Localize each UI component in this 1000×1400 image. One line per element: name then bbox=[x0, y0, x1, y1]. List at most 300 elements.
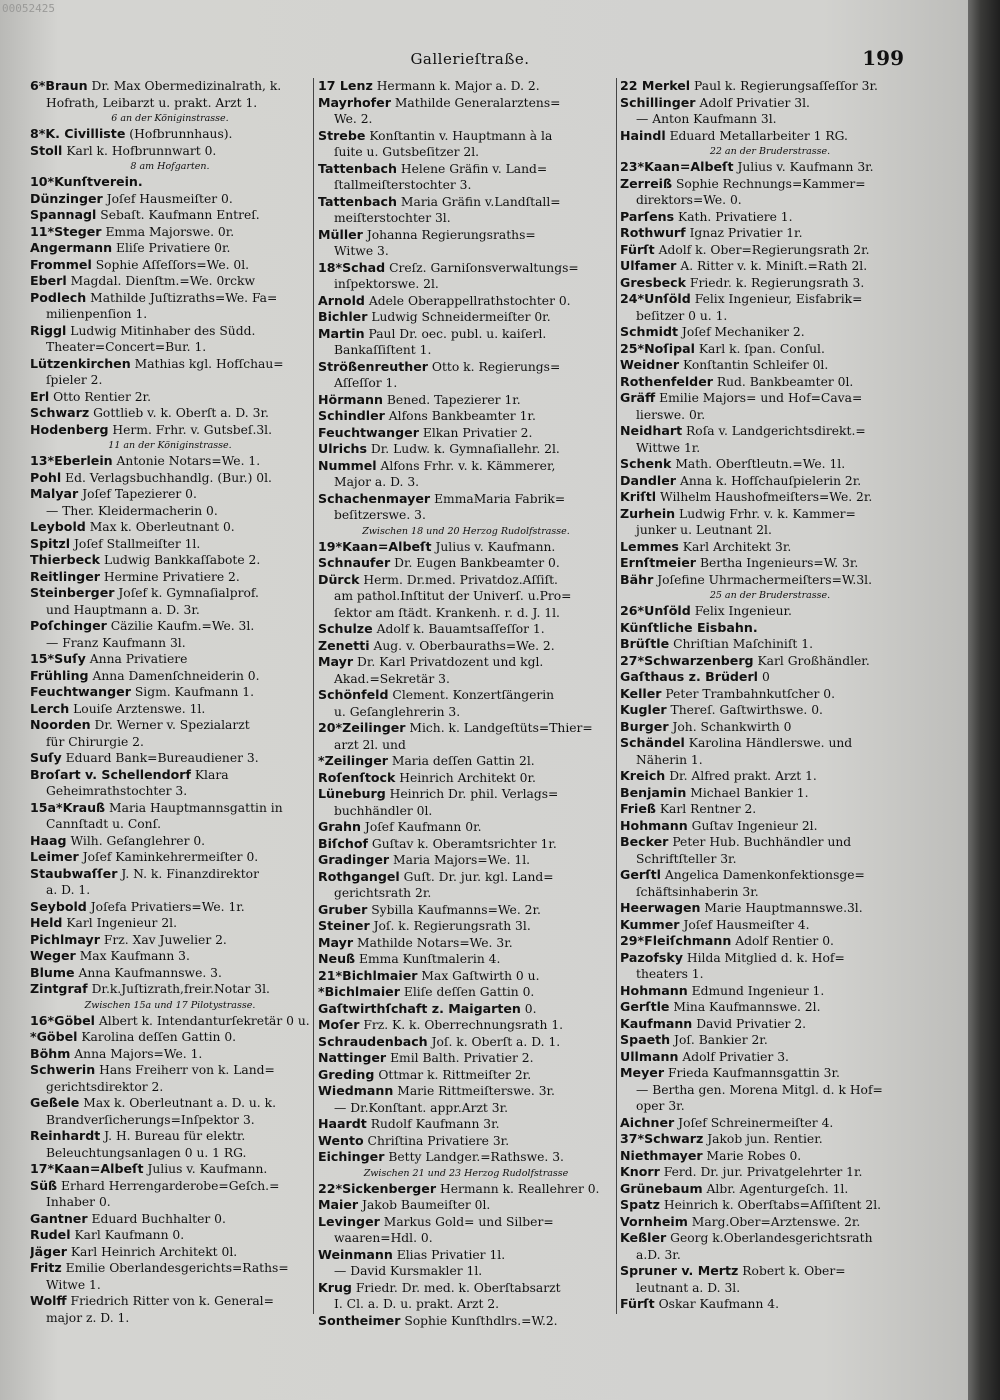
column-1 bbox=[30, 78, 310, 1326]
entry-details: Frz. K. k. Oberrechnungsrath 1. bbox=[363, 1018, 564, 1032]
directory-entry bbox=[318, 359, 614, 376]
directory-entry bbox=[620, 603, 920, 620]
page-binding-edge bbox=[968, 0, 1000, 1400]
directory-entry bbox=[620, 1115, 920, 1132]
directory-entry bbox=[620, 473, 920, 490]
entry-details: Inhaber 0. bbox=[46, 1195, 111, 1209]
page-number: 199 bbox=[862, 46, 904, 70]
directory-entry bbox=[620, 719, 920, 736]
directory-entry bbox=[30, 389, 310, 406]
entry-name: Kummer bbox=[620, 916, 680, 932]
entry-details: Betty Landger.=Rathswe. 3. bbox=[388, 1150, 564, 1164]
entry-details: Elias Privatier 1l. bbox=[396, 1247, 506, 1262]
entry-continuation bbox=[318, 375, 614, 392]
directory-entry bbox=[318, 720, 614, 737]
entry-continuation bbox=[318, 605, 614, 622]
directory-entry bbox=[318, 1116, 614, 1133]
directory-entry bbox=[620, 1049, 920, 1066]
directory-entry bbox=[318, 408, 614, 425]
entry-details: Friedrich Ritter von k. General= bbox=[70, 1294, 274, 1308]
scan-id: 00052425 bbox=[2, 2, 55, 15]
directory-entry bbox=[318, 1050, 614, 1067]
entry-name: 13*Eberlein bbox=[30, 453, 113, 468]
entry-continuation bbox=[620, 752, 920, 769]
entry-name: 29*Fleiſchmann bbox=[620, 933, 732, 948]
directory-entry bbox=[30, 932, 310, 949]
section-separator bbox=[30, 998, 310, 1013]
entry-details: Karl Heinrich Architekt 0l. bbox=[70, 1244, 238, 1259]
section-separator bbox=[30, 159, 310, 174]
entry-details: Anna Majors=We. 1. bbox=[74, 1046, 203, 1061]
directory-entry bbox=[30, 405, 310, 422]
directory-entry bbox=[620, 572, 920, 589]
entry-details: Frieda Kaufmannsgattin 3r. bbox=[667, 1066, 840, 1080]
entry-details: Angelica Damenkonfektionsge= bbox=[664, 868, 865, 882]
entry-details: Akad.=Sekretär 3. bbox=[334, 671, 450, 686]
entry-name: Steinberger bbox=[30, 585, 115, 600]
directory-entry bbox=[620, 636, 920, 653]
directory-entry bbox=[318, 95, 614, 112]
entry-details: Cäzilie Kaufm.=We. 3l. bbox=[110, 619, 255, 633]
entry-name: *Zeilinger bbox=[318, 753, 388, 768]
entry-details: 0 bbox=[761, 670, 770, 684]
entry-name: Schönfeld bbox=[318, 687, 389, 702]
entry-details: Joſef Kaufmann 0r. bbox=[364, 820, 482, 834]
directory-entry bbox=[318, 1313, 614, 1330]
entry-name: Dandler bbox=[620, 472, 677, 488]
entry-name: Ernſtmeier bbox=[620, 555, 697, 570]
entry-details: Kath. Privatiere 1. bbox=[678, 209, 793, 224]
directory-entry bbox=[318, 968, 614, 985]
entry-name: Kreich bbox=[620, 768, 666, 783]
directory-entry bbox=[30, 174, 310, 191]
entry-details: Joh. Schankwirth 0 bbox=[672, 719, 792, 734]
entry-details: Joſ. k. Regierungsrath 3l. bbox=[373, 919, 531, 933]
entry-details: A. Ritter v. k. Miniſt.=Rath 2l. bbox=[680, 259, 868, 273]
separator-text: Zwischen 15a und 17 Pilotystrasse. bbox=[84, 999, 256, 1011]
entry-name: Parſens bbox=[620, 208, 675, 224]
entry-name: Reitlinger bbox=[30, 568, 100, 584]
directory-entry bbox=[620, 1032, 920, 1049]
entry-details: Adolf Privatier 3l. bbox=[699, 95, 810, 110]
directory-entry bbox=[620, 374, 920, 391]
directory-entry bbox=[30, 422, 310, 439]
entry-details: milienpenſion 1. bbox=[46, 307, 148, 321]
entry-name: 25*Noſipal bbox=[620, 340, 695, 356]
entry-name: Lerch bbox=[30, 700, 70, 716]
entry-name: Suſy bbox=[30, 750, 62, 765]
entry-details: J. H. Bureau für elektr. bbox=[104, 1129, 246, 1143]
entry-name: 17 Lenz bbox=[318, 78, 373, 93]
entry-details: Markus Gold= und Silber= bbox=[383, 1214, 554, 1229]
entry-name: Leimer bbox=[30, 849, 79, 864]
directory-entry bbox=[620, 1065, 920, 1082]
entry-name: 15*Suſy bbox=[30, 651, 86, 666]
entry-details: Hermann k. Reallehrer 0. bbox=[439, 1181, 600, 1196]
entry-name: Hodenberg bbox=[30, 421, 109, 437]
directory-entry bbox=[30, 866, 310, 883]
entry-name: Haag bbox=[30, 832, 67, 848]
entry-continuation bbox=[30, 1112, 310, 1129]
entry-name: Gradinger bbox=[318, 852, 390, 867]
entry-name: Nattinger bbox=[318, 1050, 387, 1065]
entry-name: 8*K. Civilliste bbox=[30, 126, 126, 141]
entry-details: Karolina deſſen Gattin 0. bbox=[81, 1030, 237, 1044]
entry-details: Hans Freiherr von k. Land= bbox=[99, 1063, 275, 1077]
entry-name: Schillinger bbox=[620, 94, 696, 110]
directory-entry bbox=[30, 585, 310, 602]
entry-continuation bbox=[318, 671, 614, 688]
separator-text: 6 an der Königinstrasse. bbox=[111, 113, 229, 124]
directory-entry bbox=[620, 686, 920, 703]
entry-details: Ed. Verlagsbuchhandlg. (Bur.) 0l. bbox=[65, 470, 272, 485]
entry-details: — Anton Kaufmann 3l. bbox=[636, 112, 777, 126]
directory-entry bbox=[318, 1067, 614, 1084]
entry-details: Karl Architekt 3r. bbox=[682, 539, 792, 554]
entry-details: Friedr. k. Regierungsrath 3. bbox=[689, 275, 865, 290]
directory-entry bbox=[30, 240, 310, 257]
directory-entry bbox=[318, 555, 614, 572]
entry-details: Mathilde Generalarztens= bbox=[394, 95, 561, 110]
entry-details: waaren=Hdl. 0. bbox=[334, 1231, 433, 1245]
directory-entry bbox=[30, 767, 310, 784]
entry-name: Tattenbach bbox=[318, 160, 397, 176]
directory-entry bbox=[30, 948, 310, 965]
directory-entry bbox=[620, 785, 920, 802]
entry-name: Podlech bbox=[30, 289, 87, 305]
entry-details: Sebaſt. Kaufmann Entreſ. bbox=[100, 208, 260, 222]
entry-name: Riggl bbox=[30, 322, 67, 338]
entry-details: Erhard Herrengarderobe=Geſch.= bbox=[61, 1178, 280, 1193]
entry-name: 10*Kunſtverein. bbox=[30, 174, 143, 189]
entry-continuation bbox=[620, 308, 920, 325]
directory-entry bbox=[620, 834, 920, 851]
entry-details: buchhändler 0l. bbox=[334, 803, 433, 818]
entry-name: Rothwurf bbox=[620, 225, 686, 240]
entry-name: Spaeth bbox=[620, 1032, 671, 1047]
directory-entry bbox=[318, 984, 614, 1001]
entry-details: Eliſe Privatiere 0r. bbox=[115, 241, 231, 255]
directory-entry bbox=[318, 425, 614, 442]
entry-name: Nummel bbox=[318, 457, 377, 473]
entry-details: Elkan Privatier 2. bbox=[422, 425, 533, 440]
entry-name: Bähr bbox=[620, 571, 654, 587]
entry-details: a. D. 1. bbox=[46, 883, 91, 897]
entry-details: Bertha Ingenieurs=W. 3r. bbox=[699, 556, 859, 570]
entry-details: Emil Balth. Privatier 2. bbox=[390, 1051, 534, 1065]
entry-name: Roſenſtock bbox=[318, 769, 396, 785]
entry-details: Näherin 1. bbox=[636, 752, 703, 767]
entry-details: Jakob Baumeiſter 0l. bbox=[362, 1198, 491, 1212]
entry-name: Weidner bbox=[620, 357, 680, 372]
entry-name: 26*Unſöld bbox=[620, 603, 691, 618]
directory-entry bbox=[318, 539, 614, 556]
directory-entry bbox=[30, 899, 310, 916]
entry-name: Fürſt bbox=[620, 1296, 655, 1311]
entry-name: Brüſtle bbox=[620, 636, 670, 651]
column-2 bbox=[318, 78, 614, 1329]
entry-details: Maria deſſen Gattin 2l. bbox=[391, 754, 535, 768]
directory-entry bbox=[30, 143, 310, 160]
entry-name: Feuchtwanger bbox=[30, 684, 131, 699]
entry-details: Mathilde Juſtizraths=We. Fa= bbox=[90, 290, 278, 305]
entry-name: Fürſt bbox=[620, 241, 655, 257]
entry-details: Roſa v. Landgerichtsdirekt.= bbox=[686, 424, 866, 438]
entry-continuation bbox=[30, 816, 310, 833]
entry-name: Gerſtle bbox=[620, 999, 670, 1014]
entry-continuation bbox=[620, 522, 920, 539]
entry-details: gerichtsrath 2r. bbox=[334, 886, 432, 900]
entry-details: ſchäftsinhaberin 3r. bbox=[636, 884, 759, 899]
entry-continuation bbox=[30, 339, 310, 356]
entry-name: Strößenreuther bbox=[318, 358, 428, 374]
directory-entry bbox=[318, 194, 614, 211]
entry-continuation bbox=[30, 635, 310, 652]
entry-name: Eichinger bbox=[318, 1149, 385, 1164]
directory-entry bbox=[30, 519, 310, 536]
entry-details: Robert k. Ober= bbox=[742, 1264, 846, 1278]
entry-continuation bbox=[318, 210, 614, 227]
entry-name: Wento bbox=[318, 1132, 364, 1148]
entry-continuation bbox=[318, 803, 614, 820]
directory-entry bbox=[318, 753, 614, 770]
directory-entry bbox=[318, 852, 614, 869]
entry-name: Kugler bbox=[620, 702, 667, 717]
entry-details: Emma Majorswe. 0r. bbox=[105, 224, 235, 239]
entry-details: Otto Rentier 2r. bbox=[53, 389, 151, 404]
entry-details: — Bertha gen. Morena Mitgl. d. k Hof= bbox=[636, 1082, 883, 1097]
entry-continuation bbox=[620, 884, 920, 901]
entry-details: theaters 1. bbox=[636, 967, 704, 981]
entry-name: Lüneburg bbox=[318, 786, 386, 801]
directory-entry bbox=[620, 1263, 920, 1280]
entry-name: Becker bbox=[620, 834, 669, 849]
directory-entry bbox=[318, 654, 614, 671]
entry-details: major z. D. 1. bbox=[46, 1310, 130, 1325]
directory-entry bbox=[318, 441, 614, 458]
entry-details: Dr. Werner v. Spezialarzt bbox=[94, 718, 250, 732]
directory-entry bbox=[620, 456, 920, 473]
directory-entry bbox=[620, 1016, 920, 1033]
entry-details: Georg k.Oberlandesgerichtsrath bbox=[670, 1231, 873, 1245]
entry-details: Sigm. Kaufmann 1. bbox=[134, 685, 255, 699]
entry-details: EmmaMaria Fabrik= bbox=[434, 491, 566, 506]
entry-name: Reinhardt bbox=[30, 1128, 101, 1143]
separator-text: Zwischen 18 und 20 Herzog Rudolfstrasse. bbox=[362, 525, 570, 537]
entry-continuation bbox=[318, 177, 614, 194]
entry-name: 22 Merkel bbox=[620, 78, 691, 93]
entry-name: Gruber bbox=[318, 901, 368, 917]
entry-name: Rothenfelder bbox=[620, 373, 713, 389]
entry-name: Kriſtl bbox=[620, 489, 657, 504]
entry-name: Gerſtl bbox=[620, 867, 661, 882]
entry-continuation bbox=[30, 783, 310, 800]
entry-details: Karolina Händlerswe. und bbox=[688, 736, 853, 750]
directory-entry bbox=[30, 273, 310, 290]
entry-name: Lemmes bbox=[620, 538, 679, 554]
entry-name: *Bichlmaier bbox=[318, 984, 400, 999]
entry-continuation bbox=[620, 851, 920, 868]
entry-name: Hohmann bbox=[620, 982, 688, 998]
directory-entry bbox=[318, 836, 614, 853]
directory-entry bbox=[318, 260, 614, 277]
entry-name: Haindl bbox=[620, 127, 666, 143]
entry-details: Eduard Metallarbeiter 1 RG. bbox=[669, 128, 848, 143]
directory-entry bbox=[620, 341, 920, 358]
entry-details: ſektor am ſtädt. Krankenh. r. d. J. 1l. bbox=[334, 605, 560, 620]
directory-entry bbox=[30, 470, 310, 487]
entry-name: Weger bbox=[30, 948, 76, 963]
directory-entry bbox=[30, 981, 310, 998]
entry-name: Malyar bbox=[30, 486, 79, 501]
entry-name: Gaſtwirthſchaft z. Maigarten bbox=[318, 1000, 521, 1016]
entry-details: für Chirurgie 2. bbox=[46, 734, 144, 749]
entry-name: Schnaufer bbox=[318, 555, 391, 570]
directory-entry bbox=[30, 1260, 310, 1277]
directory-entry bbox=[620, 1148, 920, 1165]
entry-details: Louiſe Arztenswe. 1l. bbox=[73, 701, 206, 716]
entry-name: Niethmayer bbox=[620, 1147, 703, 1163]
entry-name: Knorr bbox=[620, 1164, 660, 1179]
directory-entry bbox=[318, 161, 614, 178]
section-separator bbox=[30, 111, 310, 126]
directory-entry bbox=[620, 768, 920, 785]
entry-name: Leybold bbox=[30, 519, 86, 534]
entry-details: Witwe 3. bbox=[334, 244, 389, 258]
entry-name: Müller bbox=[318, 226, 363, 242]
entry-details: Joſefine Uhrmachermeiſters=W.3l. bbox=[657, 572, 872, 587]
entry-details: — Dr.Konſtant. appr.Arzt 3r. bbox=[334, 1100, 509, 1115]
entry-continuation bbox=[30, 1145, 310, 1162]
directory-entry bbox=[620, 209, 920, 226]
entry-details: Guſtav Ingenieur 2l. bbox=[691, 818, 818, 833]
column-3 bbox=[620, 78, 920, 1313]
entry-continuation bbox=[318, 1296, 614, 1313]
entry-details: Maria Majors=We. 1l. bbox=[393, 853, 531, 867]
entry-details: Antonie Notars=We. 1. bbox=[116, 454, 261, 468]
entry-name: Fritz bbox=[30, 1260, 62, 1275]
directory-entry bbox=[318, 392, 614, 409]
entry-details: a.D. 3r. bbox=[636, 1247, 681, 1262]
entry-name: Weinmann bbox=[318, 1246, 393, 1262]
entry-details: Jakob jun. Rentier. bbox=[707, 1132, 823, 1146]
entry-name: *Göbel bbox=[30, 1029, 78, 1044]
directory-entry bbox=[318, 1083, 614, 1100]
entry-name: Frommel bbox=[30, 256, 92, 272]
entry-details: Marie Rittmeiſterswe. 3r. bbox=[397, 1084, 555, 1098]
entry-continuation bbox=[318, 1263, 614, 1280]
entry-details: Adolf Rentier 0. bbox=[735, 934, 834, 948]
directory-entry bbox=[620, 818, 920, 835]
entry-details: oper 3r. bbox=[636, 1099, 685, 1113]
entry-continuation bbox=[620, 1280, 920, 1297]
entry-details: direktors=We. 0. bbox=[636, 193, 742, 207]
directory-entry bbox=[620, 258, 920, 275]
entry-details: Gottlieb v. k. Oberſt a. D. 3r. bbox=[93, 406, 269, 420]
entry-details: Eliſe deſſen Gattin 0. bbox=[403, 985, 535, 999]
entry-continuation bbox=[30, 372, 310, 389]
entry-name: Burger bbox=[620, 718, 669, 734]
entry-name: Hörmann bbox=[318, 391, 383, 407]
entry-details: Mina Kaufmannswe. 2l. bbox=[673, 1000, 821, 1014]
entry-details: Dr. Karl Privatdozent und kgl. bbox=[357, 655, 544, 669]
directory-entry bbox=[318, 1247, 614, 1264]
directory-entry bbox=[620, 900, 920, 917]
entry-details: Joſefa Privatiers=We. 1r. bbox=[90, 899, 245, 914]
entry-details: gerichtsdirektor 2. bbox=[46, 1079, 164, 1094]
entry-details: Adolf Privatier 3. bbox=[682, 1049, 789, 1064]
entry-details: Joſef Mechaniker 2. bbox=[681, 325, 805, 339]
entry-details: Max Kaufmann 3. bbox=[79, 949, 190, 963]
entry-name: 17*Kaan=Albeſt bbox=[30, 1161, 144, 1176]
entry-name: Süß bbox=[30, 1177, 58, 1193]
entry-continuation bbox=[30, 1310, 310, 1327]
entry-details: am pathol.Inſtitut der Univerſ. u.Pro= bbox=[334, 589, 572, 603]
entry-details: Eduard Bank=Bureaudiener 3. bbox=[65, 751, 259, 765]
directory-entry bbox=[620, 1164, 920, 1181]
directory-entry bbox=[318, 1214, 614, 1231]
separator-text: Zwischen 21 und 23 Herzog Rudolfstrasse bbox=[363, 1167, 569, 1179]
directory-entry bbox=[620, 620, 920, 637]
entry-details: Oskar Kaufmann 4. bbox=[658, 1297, 780, 1311]
entry-details: Max k. Oberleutnant a. D. u. k. bbox=[83, 1096, 276, 1110]
entry-continuation bbox=[30, 882, 310, 899]
entry-details: Ignaz Privatier 1r. bbox=[689, 226, 803, 240]
entry-name: Vornheim bbox=[620, 1213, 688, 1229]
entry-continuation bbox=[30, 1079, 310, 1096]
directory-entry bbox=[620, 1214, 920, 1231]
directory-entry bbox=[318, 1197, 614, 1214]
entry-details: Mathias kgl. Hofſchau= bbox=[134, 356, 284, 371]
directory-entry bbox=[30, 1178, 310, 1195]
entry-name: Seybold bbox=[30, 898, 87, 914]
directory-entry bbox=[318, 227, 614, 244]
entry-details: Geheimrathstochter 3. bbox=[46, 784, 188, 798]
entry-name: 23*Kaan=Albeſt bbox=[620, 159, 734, 174]
entry-details: Alfons Bankbeamter 1r. bbox=[388, 409, 536, 423]
entry-name: Dürck bbox=[318, 571, 360, 587]
directory-entry bbox=[620, 933, 920, 950]
directory-entry bbox=[30, 1029, 310, 1046]
directory-entry bbox=[620, 225, 920, 242]
entry-details: Frz. Xav Juwelier 2. bbox=[103, 932, 227, 947]
directory-entry bbox=[30, 849, 310, 866]
directory-entry bbox=[30, 750, 310, 767]
entry-name: Gantner bbox=[30, 1210, 88, 1226]
entry-continuation bbox=[30, 1277, 310, 1294]
entry-details: Rud. Bankbeamter 0l. bbox=[716, 374, 854, 389]
section-separator bbox=[30, 438, 310, 453]
entry-continuation bbox=[620, 966, 920, 983]
directory-entry bbox=[620, 176, 920, 193]
entry-name: Rothgangel bbox=[318, 868, 400, 884]
entry-name: Moſer bbox=[318, 1017, 360, 1032]
entry-details: Dr. Max Obermedizinalrath, k. bbox=[91, 79, 282, 93]
entry-name: Rudel bbox=[30, 1227, 71, 1242]
entry-details: Herm. Dr.med. Privatdoz.Aſſiſt. bbox=[363, 572, 558, 587]
directory-entry bbox=[30, 191, 310, 208]
entry-details: Johanna Regierungsraths= bbox=[366, 227, 536, 242]
entry-name: Biſchof bbox=[318, 835, 368, 851]
entry-details: Chriſtian Maſchiniſt 1. bbox=[673, 637, 813, 651]
entry-name: Jäger bbox=[30, 1243, 67, 1259]
directory-entry bbox=[30, 1211, 310, 1228]
entry-details: Dr. Ludw. k. Gymnaſiallehr. 2l. bbox=[370, 442, 560, 456]
entry-name: Meyer bbox=[620, 1065, 665, 1080]
entry-details: Joſef Tapezierer 0. bbox=[82, 487, 197, 501]
entry-name: Martin bbox=[318, 325, 365, 341]
entry-name: Broſart v. Schellendorf bbox=[30, 766, 191, 782]
